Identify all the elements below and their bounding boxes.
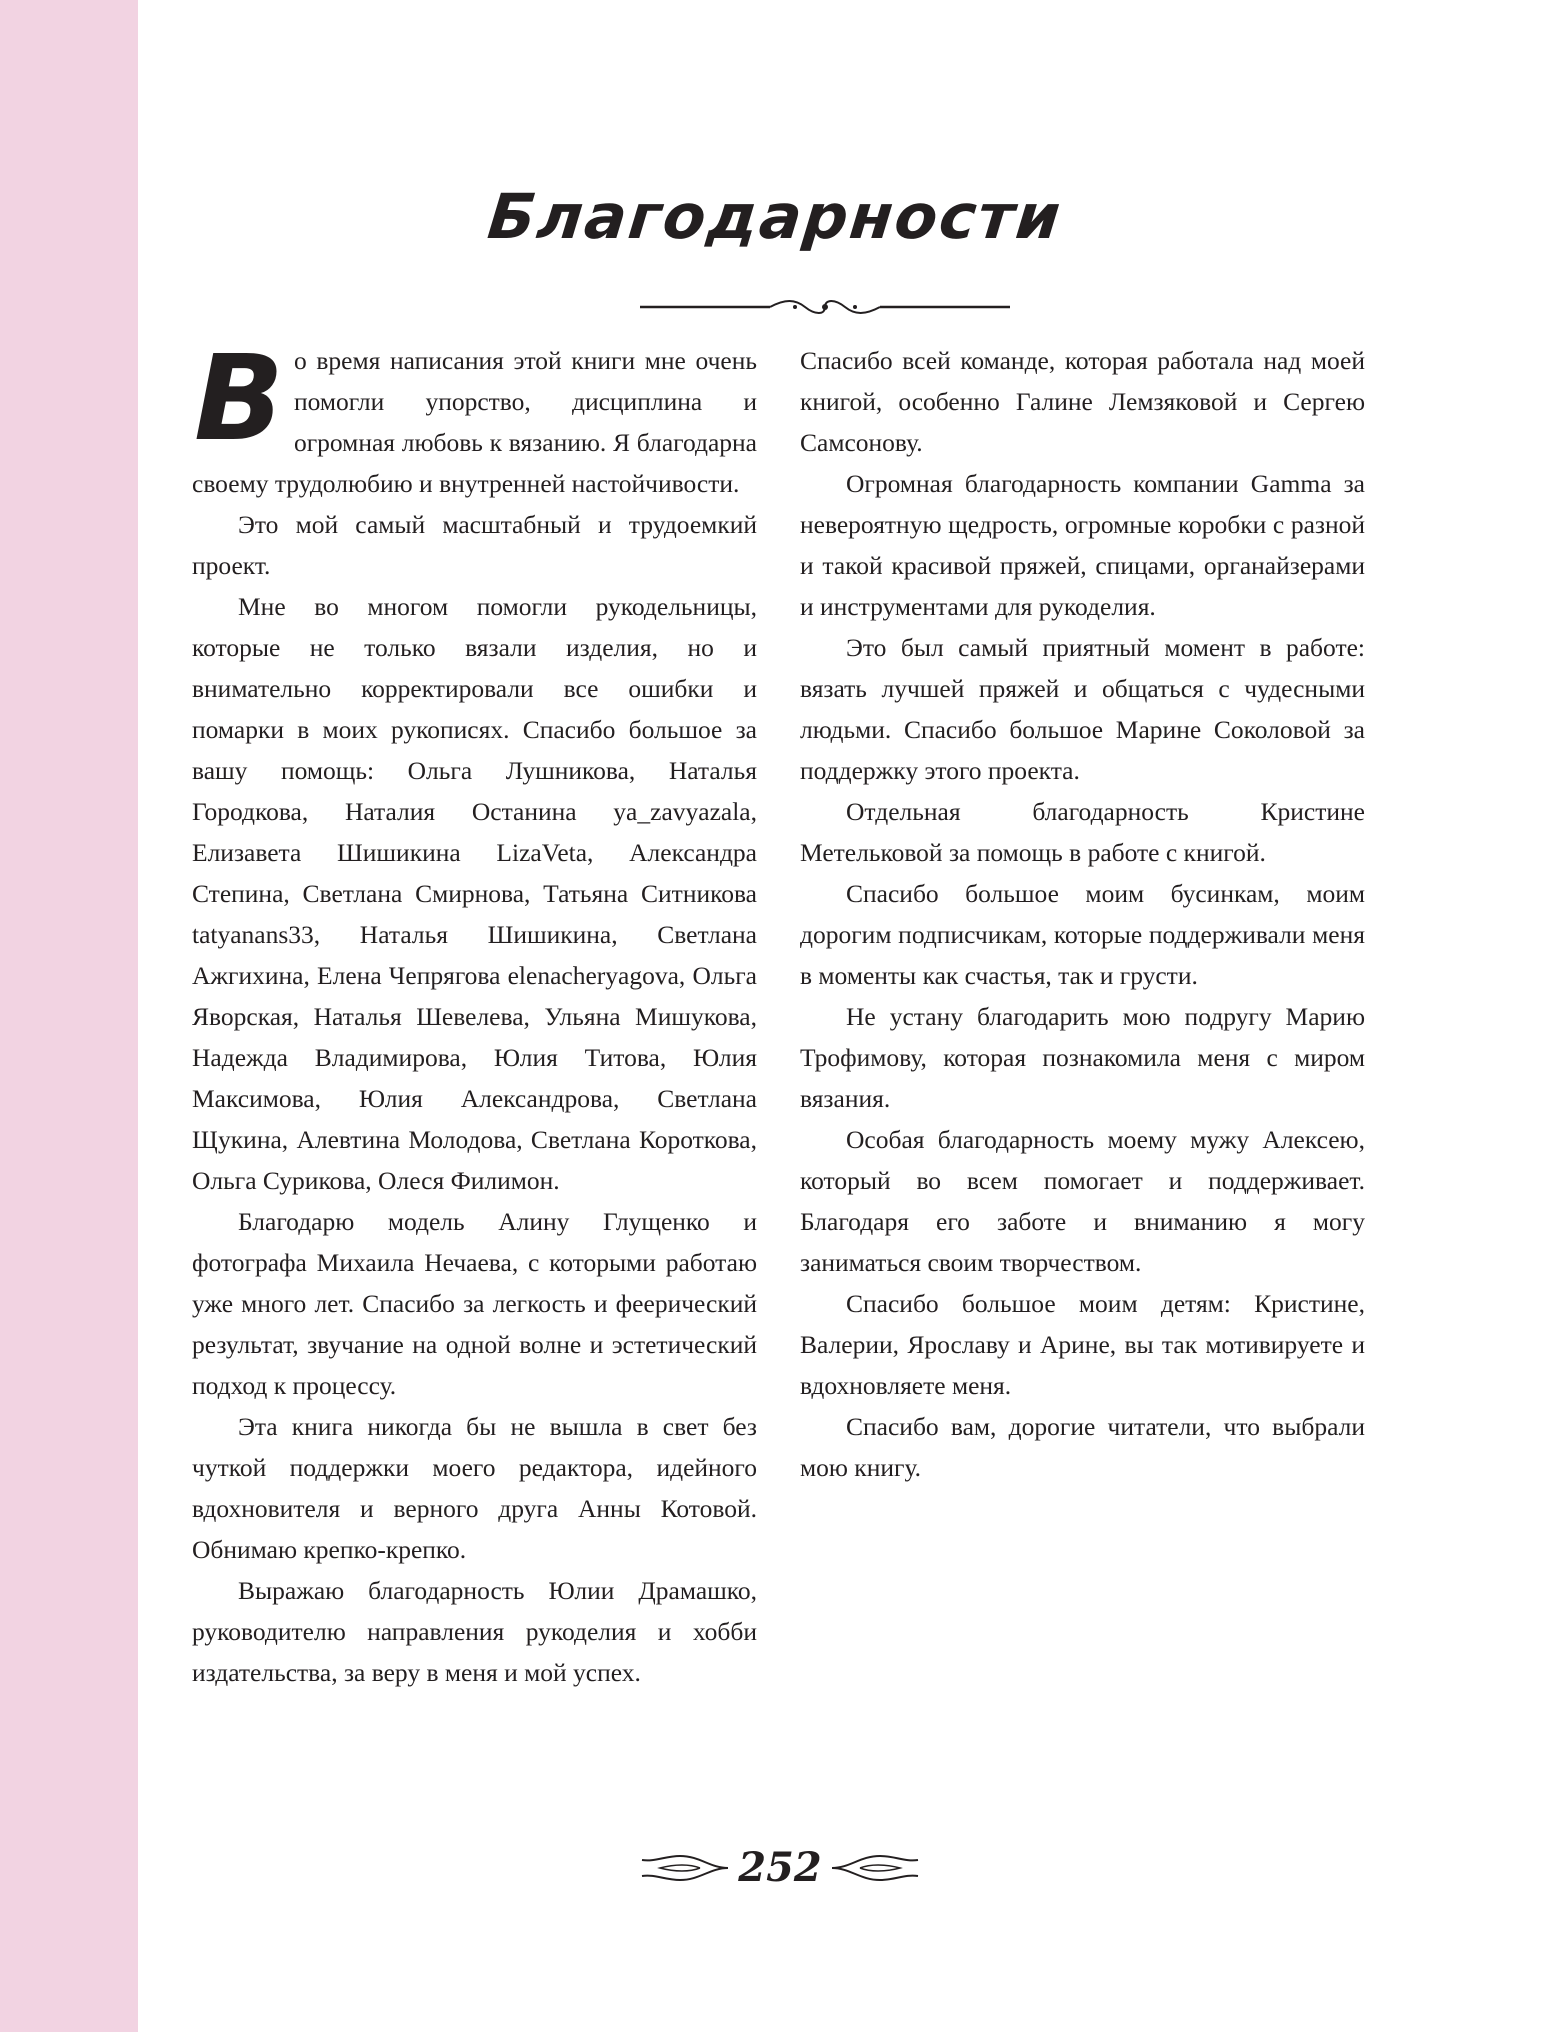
page-footer xyxy=(640,1838,920,1898)
paragraph: Выражаю благодарность Юлии Драмашко, руководителю направления рукоделия и хобби издательства, за веру в меня и мой успех. xyxy=(192,1576,757,1687)
side-color-band xyxy=(0,0,138,2032)
paragraph: Это был самый приятный момент в работе: вязать лучшей пряжей и общаться с чудесными людьми. Спасибо большое Марине Соколовой за поддержку этого проекта. xyxy=(800,633,1365,785)
footer-ornament-right xyxy=(830,1848,920,1888)
right-text-column xyxy=(800,340,1365,1488)
page-title: Благодарности xyxy=(484,180,1066,253)
paragraph: Огромная благодарность компании Gamma за невероятную щедрость, огромные коробки с разной и такой красивой пряжей, спицами, органайзерами и инструментами для рукоделия. xyxy=(800,469,1365,621)
paragraph: Это мой самый масштабный и трудоемкий проект. xyxy=(192,510,757,580)
paragraph-text: о время написания этой книги мне очень помогли упорство, дисциплина и огромная любовь к вязанию. Я благодарна своему трудолюбию и внутренней настойчивости. xyxy=(192,346,757,498)
paragraph xyxy=(192,329,757,504)
left-text-column xyxy=(192,329,757,1693)
paragraph: Эта книга никогда бы не вышла в свет без чуткой поддержки моего редактора, идейного вдохновителя и верного друга Анны Котовой. Обнимаю крепко-крепко. xyxy=(192,1412,757,1564)
paragraph: Спасибо всей команде, которая работала над моей книгой, особенно Галине Лемзяковой и Сергею Самсонову. xyxy=(800,346,1365,457)
paragraph: Отдельная благодарность Кристине Метельковой за помощь в работе с книгой. xyxy=(800,797,1365,867)
paragraph: Мне во многом помогли рукодельницы, которые не только вязали изделия, но и внимательно корректировали все ошибки и помарки в моих рукописях. Спасибо большое за вашу помощь: Ольга Лушникова, Наталья Городкова, Наталия Останина ya_zavyazala, Елизавета Шишикина LizaVeta, Александра Степина, Светлана Смирнова, Татьяна Ситникова tatyanans33, Наталья Шишикина, Светлана Ажгихина, Елена Чепрягова elenacheryagova, Ольга Яворская, Наталья Шевелева, Ульяна Мишукова, Надежда Владимирова, Юлия Титова, Юлия Максимова, Юлия Александрова, Светлана Щукина, Алевтина Молодова, Светлана Короткова, Ольга Сурикова, Олеся Филимон. xyxy=(192,592,757,1195)
paragraph: Не устану благодарить мою подругу Марию Трофимову, которая познакомила меня с миром вязания. xyxy=(800,1002,1365,1113)
paragraph: Спасибо большое моим бусинкам, моим дорогим подписчикам, которые поддерживали меня в моменты как счастья, так и грусти. xyxy=(800,879,1365,990)
title-ornament-divider xyxy=(640,297,1010,317)
paragraph: Благодарю модель Алину Глущенко и фотографа Михаила Нечаева, с которыми работаю уже много лет. Спасибо за легкость и феерический результат, звучание на одной волне и эстетический подход к процессу. xyxy=(192,1207,757,1400)
drop-cap: В xyxy=(194,329,284,467)
paragraph: Спасибо вам, дорогие читатели, что выбрали мою книгу. xyxy=(800,1412,1365,1482)
page-number: 252 xyxy=(738,1844,822,1891)
paragraph: Спасибо большое моим детям: Кристине, Валерии, Ярославу и Арине, вы так мотивируете и вдохновляете меня. xyxy=(800,1289,1365,1400)
paragraph: Особая благодарность моему мужу Алексею, который во всем помогает и поддерживает. Благодаря его заботе и вниманию я могу заниматься своим творчеством. xyxy=(800,1125,1365,1277)
